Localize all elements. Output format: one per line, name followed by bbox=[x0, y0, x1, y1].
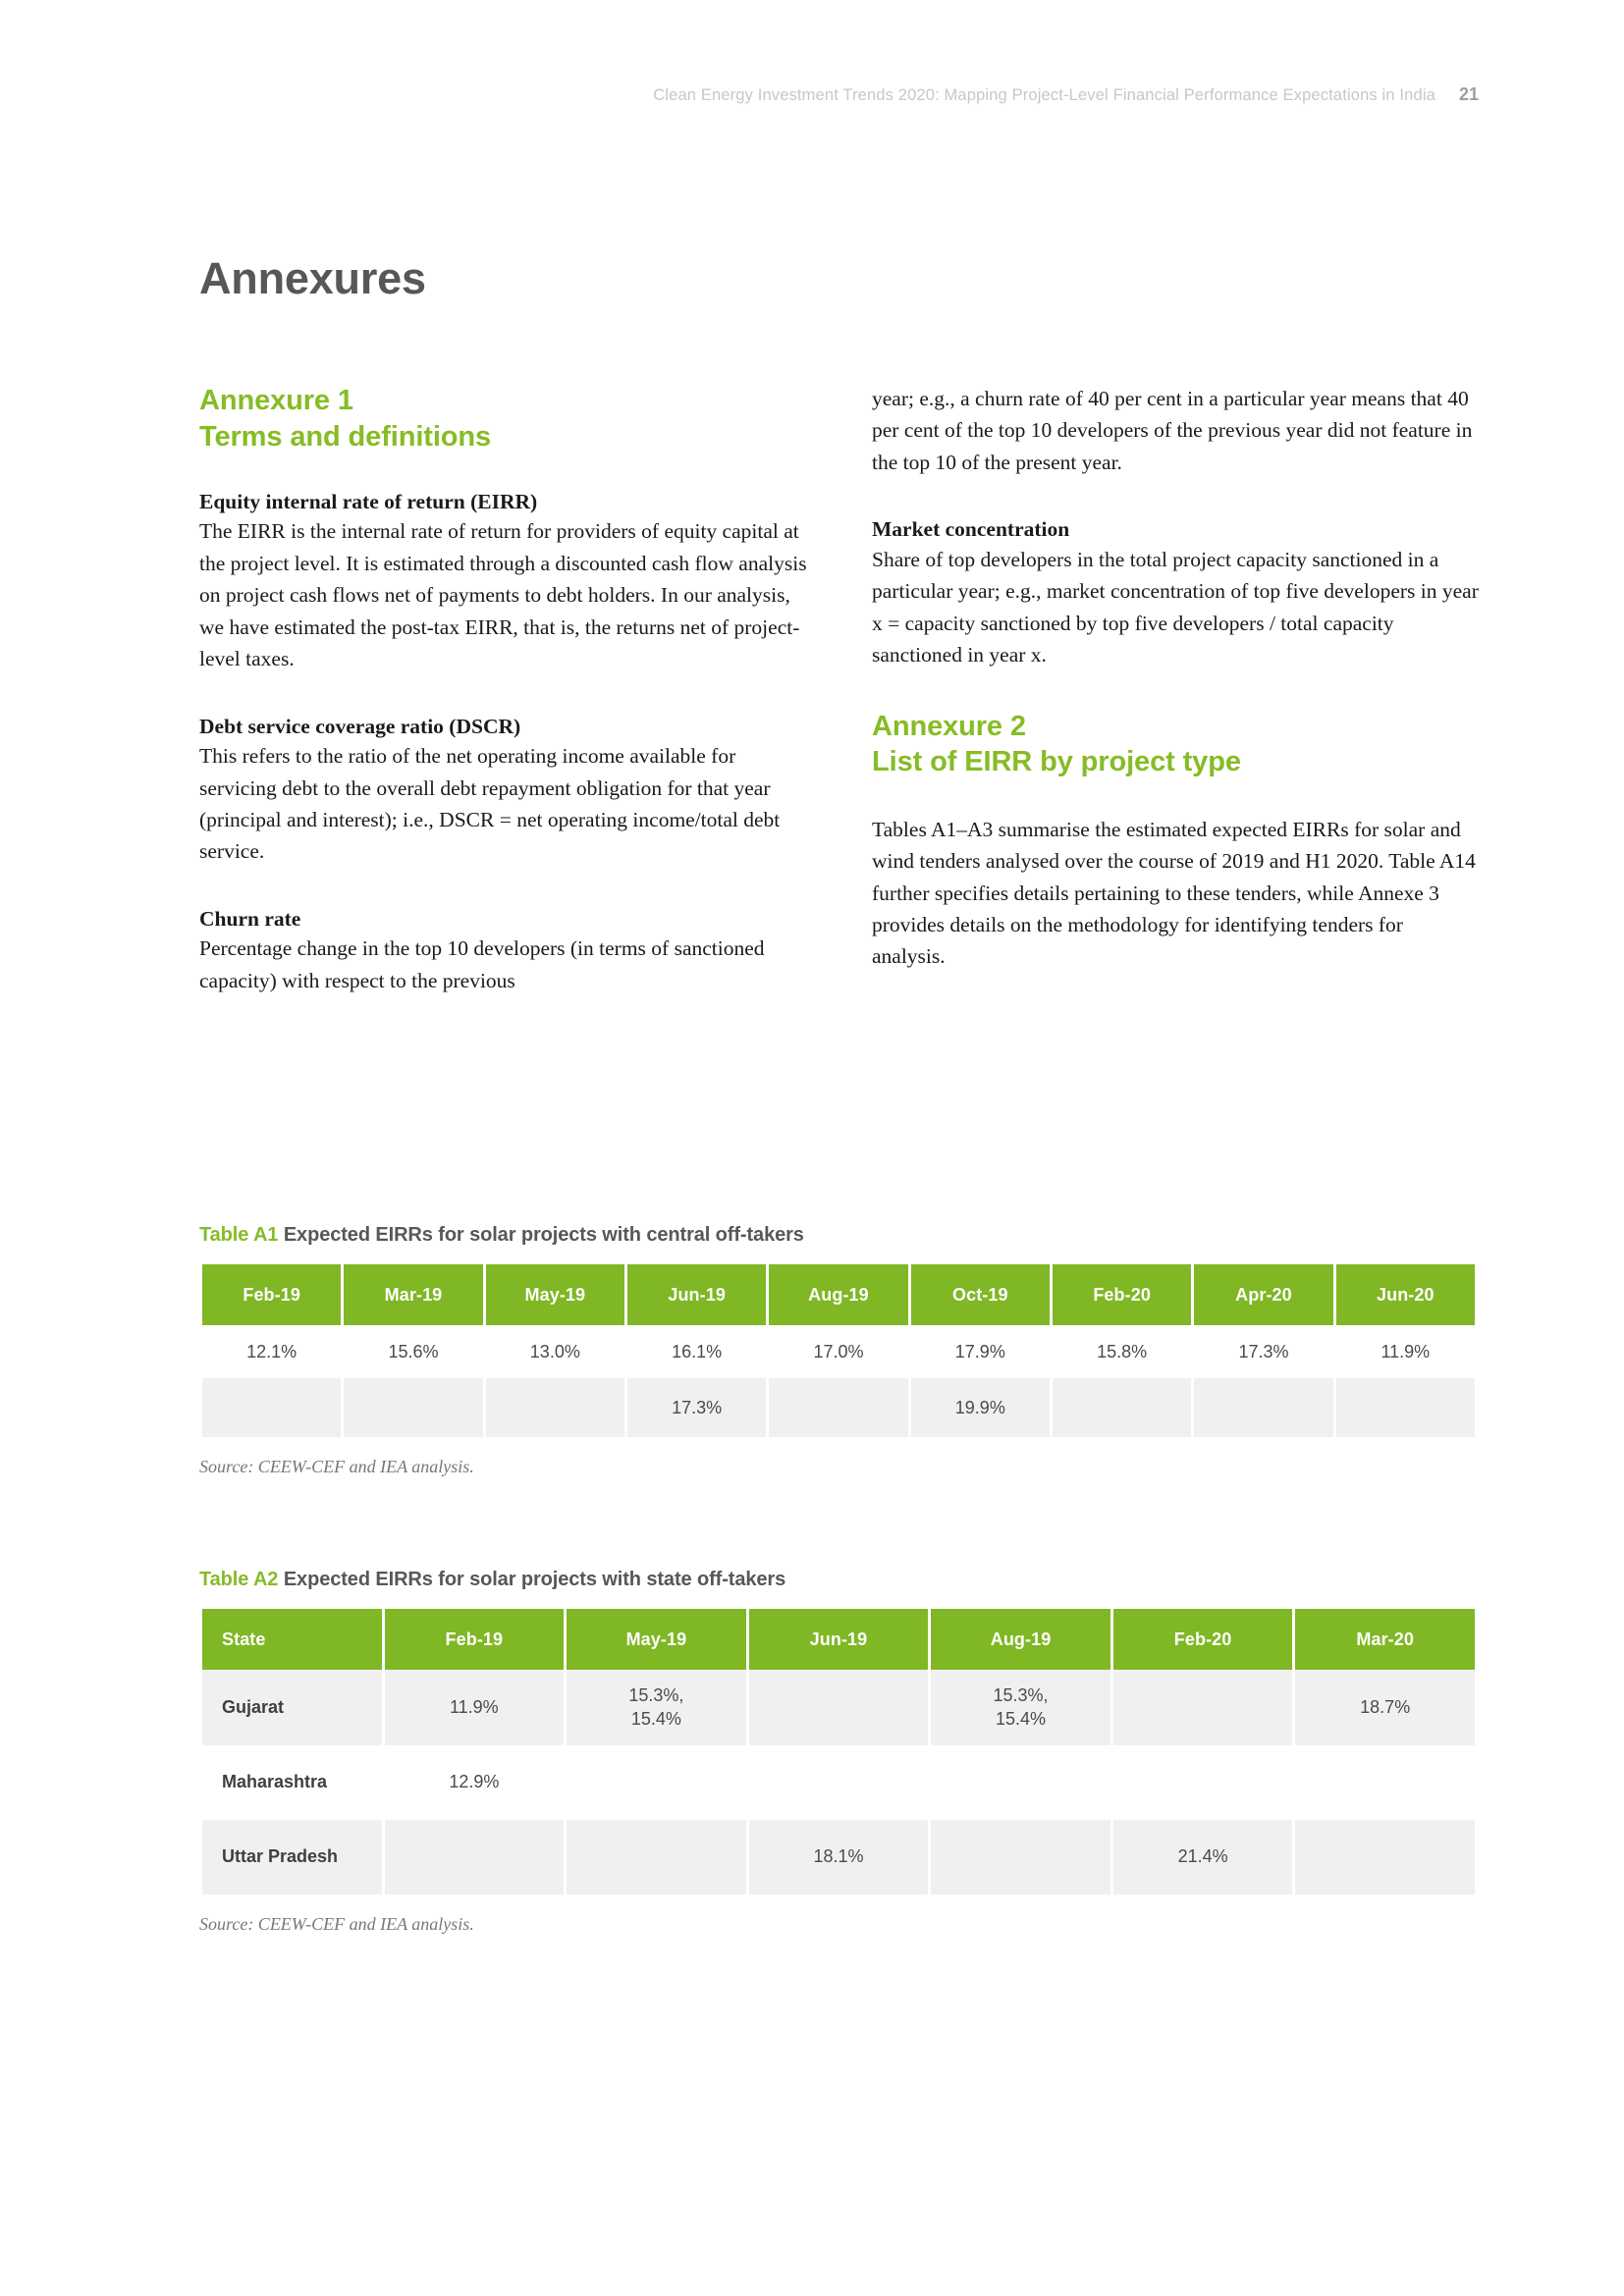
data-cell bbox=[1295, 1820, 1475, 1895]
data-cell bbox=[567, 1820, 746, 1895]
table-a1-caption-text: Expected EIRRs for solar projects with central off-takers bbox=[283, 1224, 804, 1246]
data-cell bbox=[931, 1745, 1110, 1820]
column-header-aug-19: Aug-19 bbox=[769, 1264, 907, 1325]
annexure-1-subtitle: Terms and definitions bbox=[199, 420, 492, 453]
column-header-mar-20: Mar-20 bbox=[1295, 1609, 1475, 1670]
table-a2-caption bbox=[199, 1569, 1478, 1591]
data-cell bbox=[1113, 1670, 1293, 1745]
column-header-jun-19: Jun-19 bbox=[627, 1264, 766, 1325]
column-header-feb-20: Feb-20 bbox=[1053, 1264, 1191, 1325]
column-header-may-19: May-19 bbox=[486, 1264, 624, 1325]
table-a1-header-row bbox=[202, 1264, 1475, 1325]
data-cell: 18.1% bbox=[749, 1820, 929, 1895]
row-label-cell: Gujarat bbox=[202, 1670, 382, 1745]
annexure-2-subtitle: List of EIRR by project type bbox=[872, 746, 1241, 778]
column-header-jun-19: Jun-19 bbox=[749, 1609, 929, 1670]
table-a2 bbox=[199, 1609, 1478, 1895]
data-cell bbox=[769, 1378, 907, 1437]
term-dscr-title: Debt service coverage ratio (DSCR) bbox=[199, 714, 521, 738]
column-header-aug-19: Aug-19 bbox=[931, 1609, 1110, 1670]
data-cell: 12.9% bbox=[385, 1745, 565, 1820]
term-churn-continuation: year; e.g., a churn rate of 40 per cent in a particular year means that 40 per cent of the top 10 developers of the previous year did not feature in the top 10 of the present year. bbox=[872, 387, 1473, 474]
data-cell bbox=[202, 1378, 341, 1437]
term-eirr-body: The EIRR is the internal rate of return for providers of equity capital at the project level. It is estimated through a discounted cash flow analysis on project cash flows net of payments to debt holders. In our analysis, we have estimated the post-tax EIRR, that is, the returns net of project-level taxes. bbox=[199, 519, 807, 671]
table-a2-number: Table A2 bbox=[199, 1569, 279, 1590]
table-row bbox=[202, 1325, 1475, 1378]
data-cell bbox=[486, 1378, 624, 1437]
data-cell bbox=[1053, 1378, 1191, 1437]
table-a2-header-row bbox=[202, 1609, 1475, 1670]
table-a2-source: Source: CEEW-CEF and IEA analysis. bbox=[199, 1913, 474, 1934]
right-column bbox=[872, 383, 1481, 973]
table-a1-source: Source: CEEW-CEF and IEA analysis. bbox=[199, 1457, 474, 1476]
table-row bbox=[202, 1378, 1475, 1437]
data-cell bbox=[567, 1745, 746, 1820]
row-label-cell: Maharashtra bbox=[202, 1745, 382, 1820]
data-cell: 17.3% bbox=[627, 1378, 766, 1437]
data-cell: 19.9% bbox=[911, 1378, 1050, 1437]
data-cell bbox=[931, 1820, 1110, 1895]
annexure-2-heading bbox=[872, 709, 1481, 780]
data-cell bbox=[749, 1745, 929, 1820]
column-header-apr-20: Apr-20 bbox=[1194, 1264, 1332, 1325]
table-a2-block bbox=[199, 1569, 1478, 1935]
data-cell: 12.1% bbox=[202, 1325, 341, 1378]
column-header-feb-19: Feb-19 bbox=[385, 1609, 565, 1670]
column-header-may-19: May-19 bbox=[567, 1609, 746, 1670]
data-cell: 15.3%, 15.4% bbox=[567, 1670, 746, 1745]
data-cell: 15.3%, 15.4% bbox=[931, 1670, 1110, 1745]
table-row bbox=[202, 1670, 1475, 1745]
data-cell: 15.8% bbox=[1053, 1325, 1191, 1378]
data-cell: 21.4% bbox=[1113, 1820, 1293, 1895]
term-churn-body: Percentage change in the top 10 developers (in terms of sanctioned capacity) with respect to the previous bbox=[199, 936, 765, 992]
data-cell: 17.3% bbox=[1194, 1325, 1332, 1378]
term-churn-title: Churn rate bbox=[199, 906, 301, 931]
table-a1 bbox=[199, 1264, 1478, 1437]
page-title: Annexures bbox=[199, 253, 426, 304]
data-cell: 16.1% bbox=[627, 1325, 766, 1378]
annexure-1-label: Annexure 1 bbox=[199, 385, 353, 416]
table-a1-caption bbox=[199, 1224, 1478, 1247]
term-market-concentration-title: Market concentration bbox=[872, 517, 1070, 542]
running-header-title: Clean Energy Investment Trends 2020: Mapping Project-Level Financial Performance Expectations in India bbox=[653, 86, 1435, 104]
column-header-oct-19: Oct-19 bbox=[911, 1264, 1050, 1325]
term-dscr-body: This refers to the ratio of the net operating income available for servicing debt to the overall debt repayment obligation for that year (principal and interest); i.e., DSCR = net operating income/total debt service. bbox=[199, 744, 781, 864]
page-number: 21 bbox=[1458, 84, 1479, 104]
column-header-jun-20: Jun-20 bbox=[1336, 1264, 1475, 1325]
data-cell bbox=[344, 1378, 482, 1437]
table-a2-caption-text: Expected EIRRs for solar projects with state off-takers bbox=[283, 1569, 786, 1590]
data-cell: 17.9% bbox=[911, 1325, 1050, 1378]
running-header bbox=[201, 84, 1479, 105]
column-header-feb-20: Feb-20 bbox=[1113, 1609, 1293, 1670]
column-header-state: State bbox=[202, 1609, 382, 1670]
data-cell bbox=[749, 1670, 929, 1745]
annexure-2-intro: Tables A1–A3 summarise the estimated expected EIRRs for solar and wind tenders analysed over the course of 2019 and H1 2020. Table A14 further specifies details pertaining to these tenders, while Annexe 3 provides details on the methodology for identifying tenders for analysis. bbox=[872, 817, 1476, 969]
data-cell bbox=[1113, 1745, 1293, 1820]
table-row bbox=[202, 1745, 1475, 1820]
data-cell: 13.0% bbox=[486, 1325, 624, 1378]
term-market-concentration-body: Share of top developers in the total project capacity sanctioned in a particular year; e.g., market concentration of top five developers in year x = capacity sanctioned by top five developers / total capacity sanctioned in year x. bbox=[872, 547, 1479, 667]
data-cell: 17.0% bbox=[769, 1325, 907, 1378]
annexure-2-label: Annexure 2 bbox=[872, 710, 1026, 742]
table-a1-number: Table A1 bbox=[199, 1224, 279, 1246]
data-cell: 15.6% bbox=[344, 1325, 482, 1378]
annexure-1-heading bbox=[199, 383, 808, 454]
data-cell: 18.7% bbox=[1295, 1670, 1475, 1745]
data-cell: 11.9% bbox=[385, 1670, 565, 1745]
column-header-mar-19: Mar-19 bbox=[344, 1264, 482, 1325]
data-cell bbox=[1295, 1745, 1475, 1820]
data-cell bbox=[1194, 1378, 1332, 1437]
term-eirr-title: Equity internal rate of return (EIRR) bbox=[199, 490, 538, 514]
row-label-cell: Uttar Pradesh bbox=[202, 1820, 382, 1895]
data-cell bbox=[1336, 1378, 1475, 1437]
table-a1-block bbox=[199, 1224, 1478, 1477]
data-cell: 11.9% bbox=[1336, 1325, 1475, 1378]
left-column bbox=[199, 383, 808, 996]
table-row bbox=[202, 1820, 1475, 1895]
data-cell bbox=[385, 1820, 565, 1895]
column-header-feb-19: Feb-19 bbox=[202, 1264, 341, 1325]
